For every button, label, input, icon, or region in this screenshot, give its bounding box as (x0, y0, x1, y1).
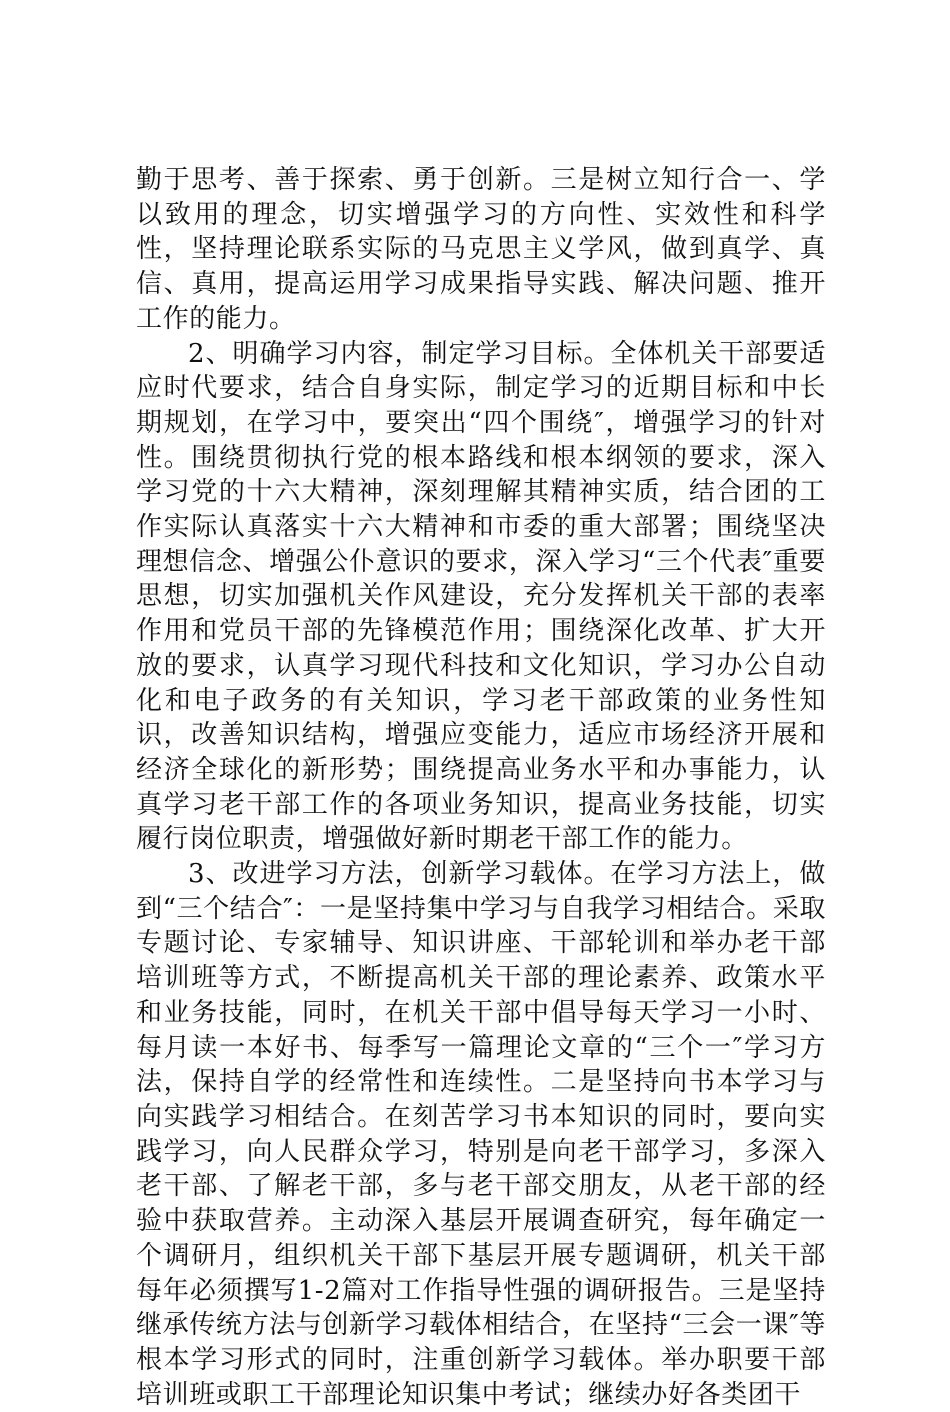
paragraph-3: 3、改进学习方法，创新学习载体。在学习方法上，做到“三个结合″：一是坚持集中学习与自我学习相结合。采取专题讨论、专家辅导、知识讲座、干部轮训和举办老干部培训班等方式，不断提高机关干部的理论素养、政策水平和业务技能，同时，在机关干部中倡导每天学习一小时、每月读一本好书、每季写一篇理论文章的“三个一″学习方法，保持自学的经常性和连续性。二是坚持向书本学习与向实践学习相结合。在刻苦学习书本知识的同时，要向实践学习，向人民群众学习，特别是向老干部学习，多深入老干部、了解老干部，多与老干部交朋友，从老干部的经验中获取营养。主动深入基层开展调查研究，每年确定一个调研月，组织机关干部下基层开展专题调研，机关干部每年必须撰写1-2篇对工作指导性强的调研报告。三是坚持继承传统方法与创新学习载体相结合，在坚持“三会一课″等根本学习形式的同时，注重创新学习载体。举办职要干部培训班或职工干部理论知识集中考试；继续办好各类团干 (136, 859, 826, 1410)
document-body (136, 163, 826, 1412)
paragraph-1: 勤于思考、善于探索、勇于创新。三是树立知行合一、学以致用的理念，切实增强学习的方向性、实效性和科学性，坚持理论联系实际的马克思主义学风，做到真学、真信、真用，提高运用学习成果指导实践、解决问题、推开工作的能力。 (136, 165, 826, 334)
paragraph-2: 2、明确学习内容，制定学习目标。全体机关干部要适应时代要求，结合自身实际，制定学习的近期目标和中长期规划，在学习中，要突出“四个围绕″，增强学习的针对性。围绕贯彻执行党的根本路线和根本纲领的要求，深入学习党的十六大精神，深刻理解其精神实质，结合团的工作实际认真落实十六大精神和市委的重大部署；围绕坚决理想信念、增强公仆意识的要求，深入学习“三个代表″重要思想，切实加强机关作风建设，充分发挥机关干部的表率作用和党员干部的先锋模范作用；围绕深化改革、扩大开放的要求，认真学习现代科技和文化知识，学习办公自动化和电子政务的有关知识，学习老干部政策的业务性知识，改善知识结构，增强应变能力，适应市场经济开展和经济全球化的新形势；围绕提高业务水平和办事能力，认真学习老干部工作的各项业务知识，提高业务技能，切实履行岗位职责，增强做好新时期老干部工作的能力。 (136, 338, 826, 855)
